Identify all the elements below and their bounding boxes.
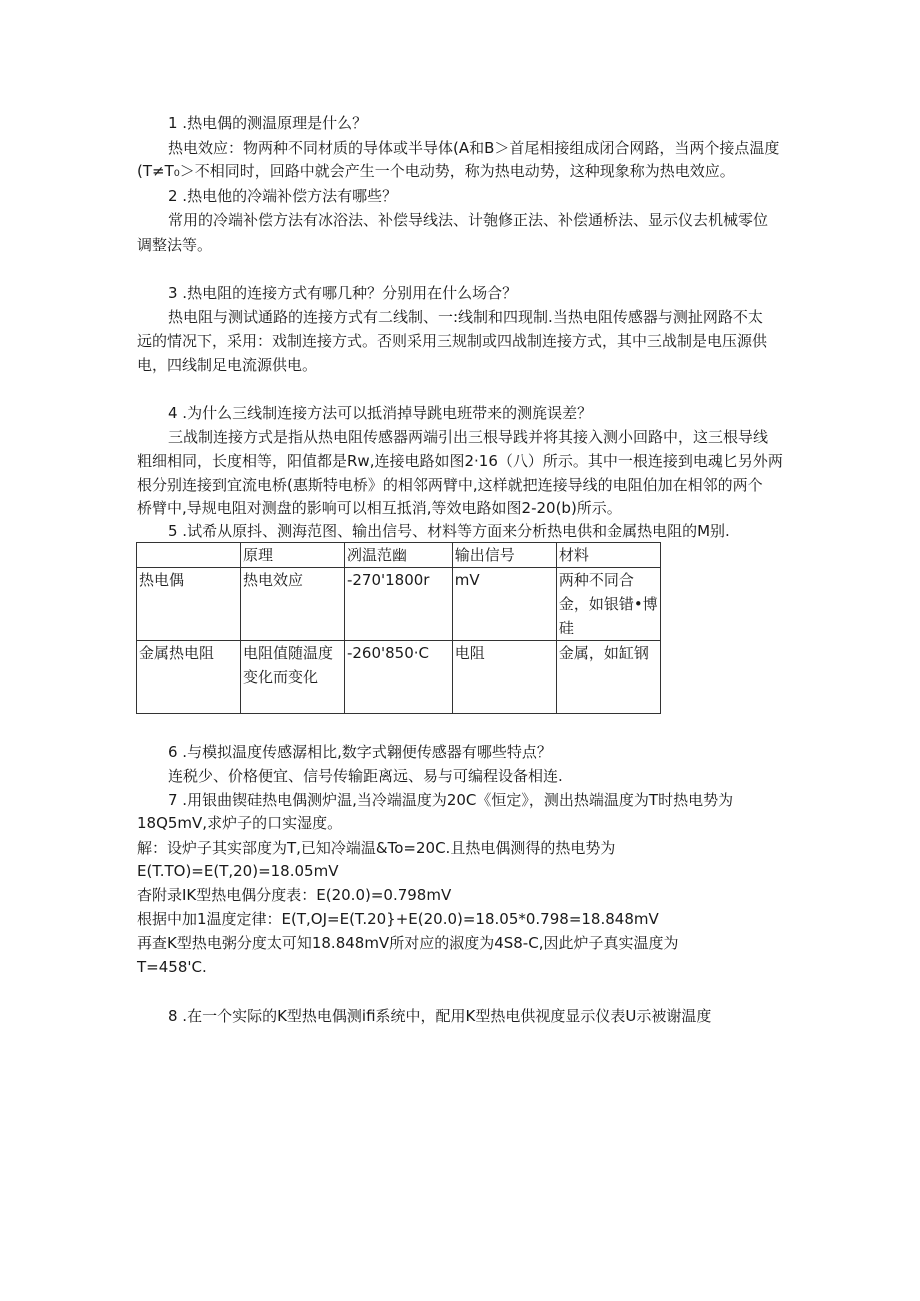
- q7-title: 7 .用银曲锲硅热电偶测炉温,当冷端温度为20C《恒定》，测出热端温度为T时热电势为: [168, 791, 734, 809]
- q4-answer-line3: 根分别连接到宜流电桥(惠斯特电桥》的相邻两臂中,这样就把连接导线的电阻伯加在相邻的两个: [137, 476, 763, 494]
- table-header-row: [137, 543, 661, 568]
- q3-answer-line3: 电，四线制足电流源供电。: [137, 356, 318, 374]
- table-cell: 热电偶: [137, 568, 241, 641]
- q2-answer-line2: 调整法等。: [137, 236, 213, 254]
- q3-answer-line2: 远的情况下，采用：戏制连接方式。否则采用三规制或四战制连接方式，其中三战制是电压源供: [137, 332, 768, 350]
- q7-solution-line5: 再查K型热电粥分度太可知18.848mV所对应的淑度为4S8-C,因此炉子真实温度为: [137, 934, 679, 952]
- q7-solution-line6: T=458'C.: [137, 958, 207, 976]
- table-row: [137, 641, 661, 714]
- table-header-cell: 原理: [240, 543, 344, 568]
- q1-answer-line1: 热电效应：物两种不同材质的导体或半导体(A和B＞首尾相接组成闭合网路，当两个接点温度: [168, 139, 780, 157]
- q7-solution-line3: 杳附录IK型热电偶分度表：E(20.0)=0.798mV: [137, 886, 452, 904]
- q7-solution-line1: 解：设炉子其实部度为T,已知冷端温&To=20C.且热电偶测得的热电势为: [137, 839, 616, 857]
- table-cell: -270'1800r: [344, 568, 452, 641]
- table-header-cell: [137, 543, 241, 568]
- comparison-table: [136, 542, 661, 714]
- q1-title: 1 .热电偶的测温原理是什么？: [168, 114, 368, 132]
- q6-title: 6 .与模拟温度传感潺相比,数字式翱便传感器有哪些特点？: [168, 743, 552, 761]
- table-cell: 两种不同合金，如银错•博硅: [556, 568, 660, 641]
- table-cell: 金属，如缸钢: [556, 641, 660, 714]
- q3-title: 3 .热电阻的连接方式有哪几种？分别用在什么场合？: [168, 284, 518, 302]
- q2-answer-line1: 常用的冷端补偿方法有冰浴法、补偿导线法、计匏修正法、补偿通桥法、显示仪去机械零位: [168, 211, 769, 229]
- q4-title: 4 .为什么三线制连接方法可以抵消掉导跳电班带来的测旄误差？: [168, 404, 593, 422]
- table-cell: -260'850·C: [344, 641, 452, 714]
- table-header-cell: 冽温范幽: [344, 543, 452, 568]
- table-cell: mV: [452, 568, 556, 641]
- q1-answer-line2: (T≠T₀＞不相同时，回路中就会产生一个电动势，称为热电动势，这种现象称为热电效应。: [137, 162, 735, 180]
- table-header-cell: 输出信号: [452, 543, 556, 568]
- table-header-cell: 材料: [556, 543, 660, 568]
- q7-solution-line4: 根据中加1温度定律：E(T,OJ=E(T.20}+E(20.0)=18.05*0.798=18.848mV: [137, 910, 659, 928]
- q6-answer-line1: 连税少、价格便宜、信号传输距离远、易与可编程设备相连.: [168, 767, 563, 785]
- q7-solution-line2: E(T.TO)=E(T,20)=18.05mV: [137, 862, 339, 880]
- q7-title-line2: 18Q5mV,求炉子的口实湿度。: [137, 814, 343, 832]
- table-cell: 电阻: [452, 641, 556, 714]
- q4-answer-line4: 桥臂中,导规电阻对测盘的影响可以相互抵消,等效电路如图2-20(b)所示。: [137, 499, 622, 517]
- table-row: [137, 568, 661, 641]
- q3-answer-line1: 热电阻与测试通路的连接方式有二线制、一:线制和四现制.当热电阻传感器与测扯网路不太: [168, 308, 763, 326]
- table-cell: 热电效应: [240, 568, 344, 641]
- q4-answer-line1: 三战制连接方式是指从热电阻传感器两端引出三根导践并将其接入测小回路中，这三根导线: [168, 428, 769, 446]
- q8-title: 8 .在一个实际的K型热电偶测ifi系统中，配用K型热电供视度显示仪表U示被谢温度: [168, 1007, 712, 1025]
- table-cell: 电阻值随温度变化而变化: [240, 641, 344, 714]
- q4-answer-line2: 粗细相同，长度相等，阳值都是Rw,连接电路如图2·16（八）所示。其中一根连接到电魂匕另外两: [137, 452, 783, 470]
- q2-title: 2 .热电他的冷端补偿方法有哪些？: [168, 187, 398, 205]
- q5-title: 5 .试希从原抖、测海范图、输出信号、材料等方面来分析热电供和金属热电阻的M别.: [168, 522, 730, 540]
- table-cell: 金属热电阻: [137, 641, 241, 714]
